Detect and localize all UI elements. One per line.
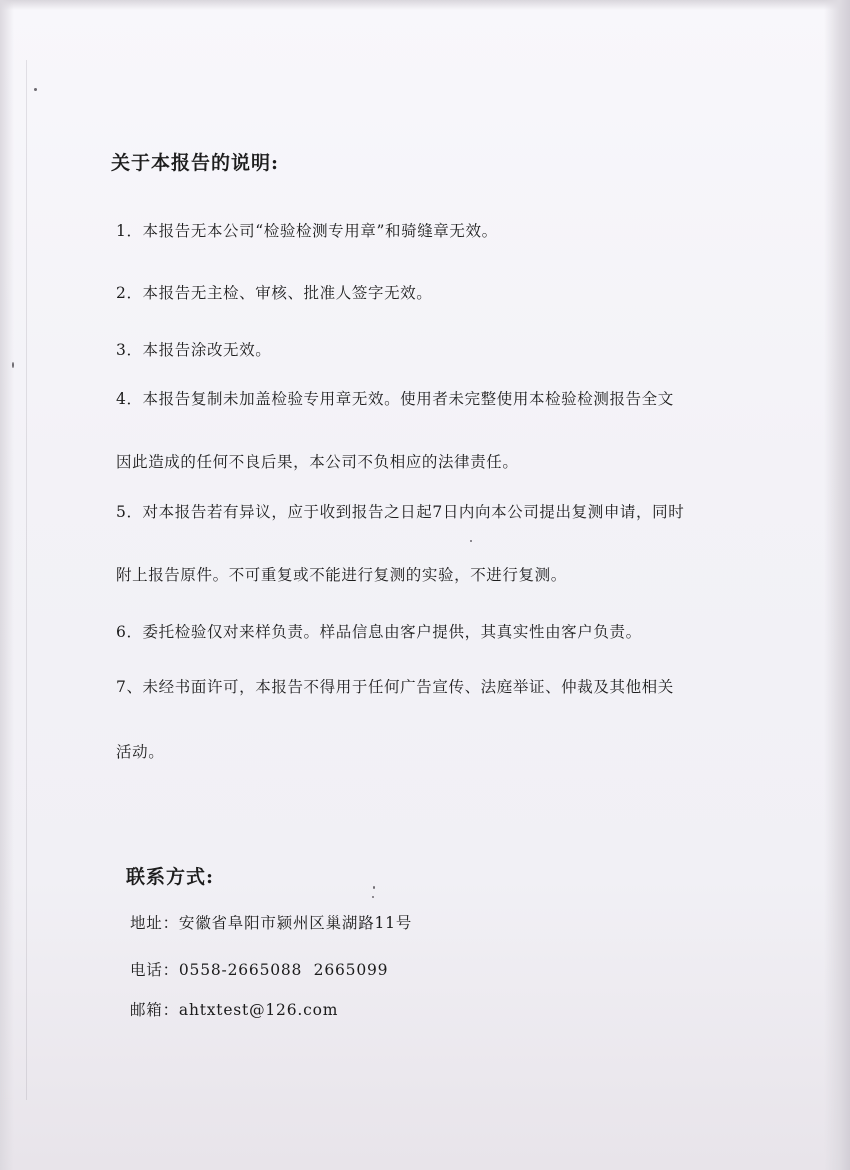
- contact-title: 联系方式:: [126, 866, 215, 888]
- notes-title: 关于本报告的说明:: [111, 152, 280, 174]
- paper-fold-line: [26, 60, 27, 1100]
- dust-speck: [372, 896, 374, 898]
- note-line: 附上报告原件。不可重复或不能进行复测的实验，不进行复测。: [116, 566, 567, 584]
- dust-speck: [373, 886, 375, 889]
- scan-top-shadow: [0, 0, 850, 10]
- dust-speck: [470, 540, 472, 542]
- note-line: 5．对本报告若有异议，应于收到报告之日起7日内向本公司提出复测申请，同时: [116, 503, 685, 521]
- note-line: 7、未经书面许可，本报告不得用于任何广告宣传、法庭举证、仲裁及其他相关: [116, 678, 674, 696]
- dust-speck: [12, 362, 14, 368]
- note-line: 4．本报告复制未加盖检验专用章无效。使用者未完整使用本检验检测报告全文: [116, 390, 674, 408]
- note-line: 3．本报告涂改无效。: [116, 341, 272, 359]
- scan-right-shadow: [824, 0, 850, 1170]
- note-line: 2．本报告无主检、审核、批准人签字无效。: [116, 284, 433, 302]
- note-line: 6．委托检验仅对来样负责。样品信息由客户提供，其真实性由客户负责。: [116, 623, 642, 641]
- contact-email: 邮箱：ahtxtest@126.com: [130, 1001, 339, 1019]
- scan-left-shadow: [0, 0, 14, 1170]
- contact-phone: 电话：0558-2665088 2665099: [130, 961, 389, 979]
- note-line: 1．本报告无本公司“检验检测专用章”和骑缝章无效。: [116, 222, 498, 240]
- dust-speck: [34, 88, 37, 91]
- note-line: 活动。: [116, 743, 165, 761]
- contact-address: 地址：安徽省阜阳市颍州区巢湖路11号: [130, 914, 413, 932]
- note-line: 因此造成的任何不良后果，本公司不负相应的法律责任。: [116, 453, 519, 471]
